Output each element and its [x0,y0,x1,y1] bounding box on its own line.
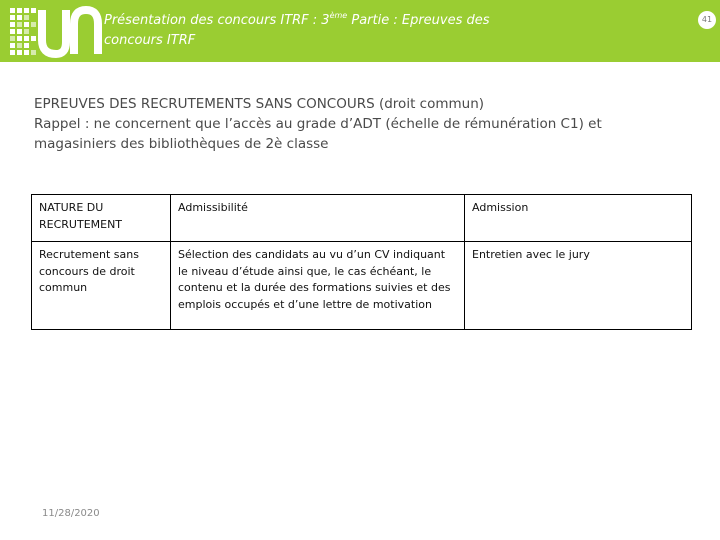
heading-line-3: magasiniers des bibliothèques de 2è classe [34,136,329,152]
university-logo [8,4,103,60]
page-number-badge: 41 [698,11,716,29]
table-cell: Recrutement sans concours de droit commun [32,242,171,330]
recruitment-table [31,194,692,330]
column-header: Admission [465,195,692,242]
title-part-1: Présentation des concours ITRF : 3 [104,13,330,28]
table-cell: Sélection des candidats au vu d’un CV indiquant le niveau d’étude ainsi que, le cas échéant, le contenu et la durée des formations suivies et des emplois occupés et d’une lettre de motivation [171,242,465,330]
title-part-2: Partie : Epreuves des concours ITRF [104,13,490,48]
page-title [104,11,534,51]
heading-line-2: Rappel : ne concernent que l’accès au grade d’ADT (échelle de rémunération C1) et [34,116,602,132]
section-heading [34,94,694,154]
column-header: NATURE DU RECRUTEMENT [32,195,171,242]
table-header-row [32,195,692,242]
footer-date: 11/28/2020 [42,508,100,519]
table-cell: Entretien avec le jury [465,242,692,330]
heading-line-1: EPREUVES DES RECRUTEMENTS SANS CONCOURS (droit commun) [34,96,485,112]
header-bar [0,0,720,62]
column-header: Admissibilité [171,195,465,242]
title-superscript: ème [329,10,348,20]
table-row [32,242,692,330]
